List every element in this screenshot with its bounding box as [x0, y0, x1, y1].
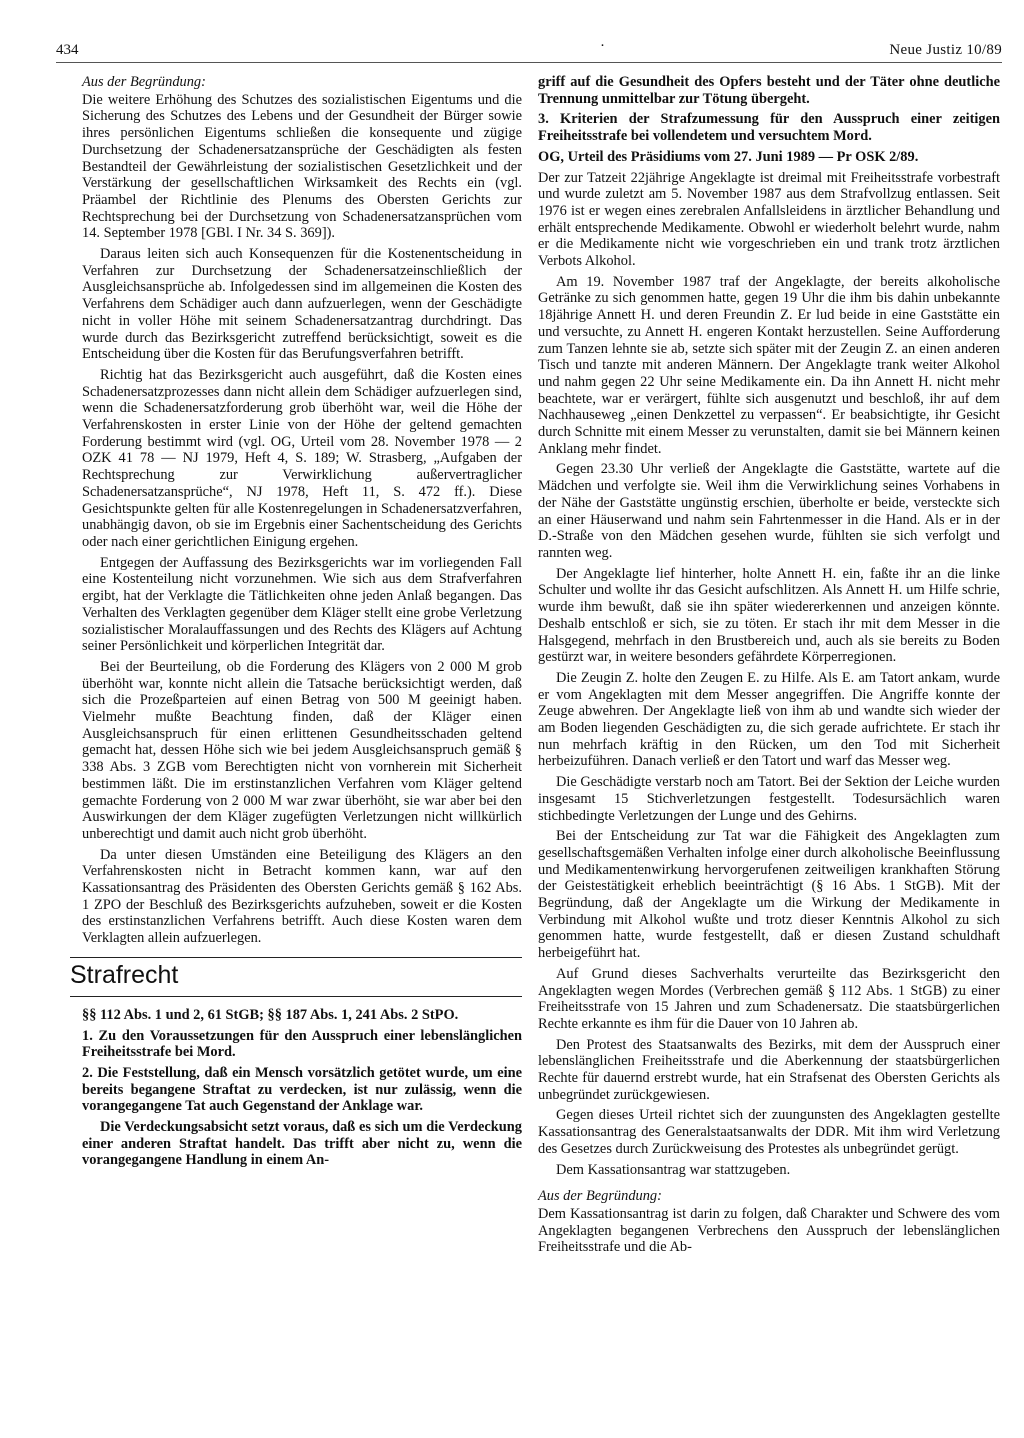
paragraph: Da unter diesen Umständen eine Beteiligung des Klägers an den Verfahrenskosten nicht in Betracht kommen kann, war auf den Kassationsantrag des Präsidenten des Obersten Gerichts gemäß § 162 Abs. 1 ZPO der Beschluß des Bezirksgerichts aufzuheben, soweit er die Kosten des erstinstanzlichen Verfahrens betrifft. Auch diese Kosten waren dem Verklagten allein aufzuerlegen. [82, 846, 522, 947]
headnote: Die Verdeckungsabsicht setzt voraus, daß es sich um die Verdeckung einer anderen Straftat handelt. Das trifft aber nicht zu, wenn die vorangegangene Handlung in einem An- [82, 1119, 522, 1169]
paragraph: Gegen 23.30 Uhr verließ der Angeklagte die Gaststätte, wartete auf die Mädchen und verfolgte sie. Weil ihm die Verwirklichung seines Vorhabens in der Nähe der Gaststätte ungünstig erschien, überholte er beide, versteckte sich an einer Häuserwand und nahm sein Fahrtenmesser in die Hand. Als er in der D.-Straße von den Mädchen gesehen wurde, fühlten sie sich verfolgt und rannten weg. [538, 461, 1000, 561]
right-column [538, 74, 1000, 1260]
journal-issue: Neue Justiz 10/89 [889, 42, 1002, 58]
headnote-continuation: griff auf die Gesundheit des Opfers besteht und der Täter ohne deutliche Trennung unmittelbar zur Tötung übergeht. [538, 74, 1000, 107]
headnote: 3. Kriterien der Strafzumessung für den Ausspruch einer zeitigen Freiheitsstrafe bei vollendetem und versuchtem Mord. [538, 111, 1000, 145]
reasoning-label: Aus der Begründung: [538, 1188, 662, 1205]
headnote: 2. Die Feststellung, daß ein Mensch vorsätzlich getötet wurde, um eine bereits begangene Straftat zu verdecken, ist nur zulässig, wenn die vorangegangene Tat auch Gegenstand der Anklage war. [82, 1064, 522, 1115]
paragraph: Entgegen der Auffassung des Bezirksgerichts war im vorliegenden Fall eine Kostenteilung nicht vorzunehmen. Wie sich aus dem Strafverfahren ergibt, hat der Verklagte die Tätlichkeiten ohne jeden Anlaß begangen. Das Verhalten des Verklagten gegenüber dem Kläger stellt eine grobe Verletzung sozialistischer Moralauffassungen und des Rechts des Klägers auf Achtung seiner Persönlichkeit und körperlichen Integrität dar. [82, 554, 522, 655]
paragraph: Die weitere Erhöhung des Schutzes des sozialistischen Eigentums und die Sicherung des Schutzes des Lebens und der Gesundheit der Bürger sowie ihres persönlichen Eigentums schließen die konsequente und zügige Durchsetzung der Schadenersatzansprüche der Geschädigten als festen Bestandteil der Gewährleistung der sozialistischen Gesetzlichkeit und der Verstärkung der gesellschaftlichen Wirksamkeit des Rechts ein (vgl. Präambel der Richtlinie des Plenums des Obersten Gerichts zur Rechtsprechung bei der Durchsetzung von Schadenersatzansprüchen vom 14. September 1978 [GBl. I Nr. 34 S. 369]). [82, 91, 522, 242]
page-header [56, 38, 1002, 63]
header-dot: · [600, 38, 605, 54]
section-title: Strafrecht [70, 957, 522, 997]
statute-reference: §§ 112 Abs. 1 und 2, 61 StGB; §§ 187 Abs. 1, 241 Abs. 2 StPO. [82, 1006, 459, 1023]
paragraph: Der zur Tatzeit 22jährige Angeklagte ist dreimal mit Freiheitsstrafe vorbestraft und wurde zuletzt am 5. November 1987 aus dem Strafvollzug entlassen. Seit 1976 ist er wegen eines zerebralen Anfallsleidens in ärztlicher Behandlung und erhält entsprechende Medikamente. Obwohl er wiederholt belehrt wurde, nahm er die Medikamente nicht wie vorgeschrieben ein und trank trotz ärztlichen Verbots Alkohol. [538, 169, 1000, 270]
paragraph: Am 19. November 1987 traf der Angeklagte, der bereits alkoholische Getränke zu sich genommen hatte, gegen 19 Uhr die ihm bis dahin unbekannte 18jährige Annett H. und deren Freundin Z. Er lud beide in eine Gaststätte ein und versuchte, zu Annett H. engeren Kontakt herzustellen. Seine Aufforderung zum Tanzen lehnte sie ab, setzte sich später mit der Zeugin Z. an einen anderen Tisch und tanzte mit anderen Männern. Der Angeklagte trank weiter Alkohol und nahm gegen 22 Uhr seine Medikamente ein. Da ihn Annett H. nicht mehr beachtete, war er verärgert, fühlte sich ausgenutzt und beschloß, ihr auf dem Nachhauseweg „einen Denkzettel zu verpassen“. Er beabsichtigte, ihr Gesicht durch Schnitte mit einem Messer zu verunstalten, damit sie bei Männern keinen Anklang mehr findet. [538, 273, 1000, 457]
headnote: 1. Zu den Voraussetzungen für den Ausspruch einer lebenslänglichen Freiheitsstrafe bei Mord. [82, 1027, 522, 1061]
paragraph: Bei der Entscheidung zur Tat war die Fähigkeit des Angeklagten zum gesellschaftsgemäßen Verhalten infolge einer durch alkoholische Beeinflussung und Medikamentenwirkung hervorgerufenen zeitweiligen krankhaften Störung der Geistestätigkeit erheblich beeinträchtigt (§ 16 Abs. 1 StGB). Mit der Begründung, daß der Angeklagte um die Wirkung der Medikamente in Verbindung mit Alkohol wußte und trotz dieser Kenntnis Alkohol zu sich genommen hatte, wurde festgestellt, daß er diesen Zustand schuldhaft herbeigeführt hat. [538, 828, 1000, 962]
page-number: 434 [56, 42, 79, 58]
paragraph: Gegen dieses Urteil richtet sich der zuungunsten des Angeklagten gestellte Kassationsantrag des Generalstaatsanwalts der DDR. Mit ihm wird Verletzung des Gesetzes durch Zurückweisung des Protestes als unbegründet gerügt. [538, 1107, 1000, 1157]
paragraph: Die Geschädigte verstarb noch am Tatort. Bei der Sektion der Leiche wurden insgesamt 15 Stichverletzungen festgestellt. Todesursächlich waren stichbedingte Verletzungen der Lunge und des Gehirns. [538, 774, 1000, 824]
paragraph: Auf Grund dieses Sachverhalts verurteilte das Bezirksgericht den Angeklagten wegen Mordes (Verbrechen gemäß § 112 Abs. 1 StGB) zu einer Freiheitsstrafe von 15 Jahren und zum Schadenersatz. Die staatsbürgerlichen Rechte erkannte es ihm für die Dauer von 10 Jahren ab. [538, 965, 1000, 1032]
paragraph: Dem Kassationsantrag ist darin zu folgen, daß Charakter und Schwere des vom Angeklagten begangenen Verbrechens den Ausspruch der lebenslänglichen Freiheitsstrafe und die Ab- [538, 1206, 1000, 1256]
paragraph: Daraus leiten sich auch Konsequenzen für die Kostenentscheidung in Verfahren zur Durchsetzung der Schadenersatzeinschließlich der Ausgleichsansprüche ab. Infolgedessen sind im allgemeinen die Kosten des Verfahrens dem Schädiger auch dann aufzuerlegen, wenn der Geschädigte nicht in voller Höhe mit seinem Schadenersatzantrag durchdringt. Das wurde durch das Bezirksgericht zutreffend berücksichtigt, soweit es die Entscheidung über die Kosten für das Berufungsverfahren betrifft. [82, 246, 522, 363]
paragraph: Den Protest des Staatsanwalts des Bezirks, mit dem der Ausspruch einer lebenslänglichen Freiheitsstrafe und die Aberkennung der staatsbürgerlichen Rechte für dauernd erstrebt wurde, hat ein Strafsenat des Obersten Gerichts als unbegründet zurückgewiesen. [538, 1036, 1000, 1103]
paragraph: Richtig hat das Bezirksgericht auch ausgeführt, daß die Kosten eines Schadenersatzprozesses dann nicht allein dem Schädiger aufzuerlegen sind, wenn die Schadenersatzforderung grob überhöht war, weil die Höhe der Verfahrenskosten in erster Linie von der Höhe der geltend gemachten Forderung bestimmt wird (vgl. OG, Urteil vom 28. November 1978 — 2 OZK 41 78 — NJ 1979, Heft 4, S. 189; W. Strasberg, „Aufgaben der Rechtsprechung zur Verwirklichung außervertraglicher Schadenersatzansprüche“, NJ 1978, Heft 11, S. 472 ff.). Diese Gesichtspunkte gelten für alle Kostenregelungen in Schadenersatzverfahren, unabhängig davon, ob sie im Ergebnis einer Sachentscheidung des Gerichts oder nach einer gerichtlichen Einigung ergehen. [82, 366, 522, 550]
paragraph: Dem Kassationsantrag war stattzugeben. [556, 1161, 791, 1178]
paragraph: Der Angeklagte lief hinterher, holte Annett H. ein, faßte ihr an die linke Schulter und wollte ihr das Gesicht aufschlitzen. Als Annett H. um Hilfe schrie, wurde ihm bewußt, daß sie ihn später wiedererkennen und anzeigen könnte. Deshalb entschloß er sich, sie zu töten. Er stach ihr mit dem Messer in die Halsgegend, mehrfach in den Brustbereich und, auch als sie bereits zu Boden gestürzt war, in weitere besonders gefährdete Körperregionen. [538, 565, 1000, 666]
reasoning-label: Aus der Begründung: [82, 74, 206, 90]
left-column [70, 74, 522, 1173]
paragraph: Bei der Beurteilung, ob die Forderung des Klägers von 2 000 M grob überhöht war, konnte nicht allein die Tatsache berücksichtigt werden, daß sich die Prozeßparteien auf einen Betrag von 500 M geeinigt haben. Vielmehr mußte Beachtung finden, daß der Kläger einen Ausgleichsanspruch für einen erlittenen Gesundheitsschaden geltend gemacht hat, dessen Höhe sich wie bei jedem Ausgleichsanspruch gemäß § 338 Abs. 3 ZGB vom Berechtigten nicht von vornherein mit Sicherheit bestimmen läßt. Die im erstinstanzlichen Verfahren vom Kläger geltend gemachte Forderung von 2 000 M war zwar überhöht, sie war aber bei den Auswirkungen der dem Kläger zugefügten Verletzungen nicht willkürlich unberechtigt und damit auch nicht grob überhöht. [82, 658, 522, 842]
paragraph: Die Zeugin Z. holte den Zeugen E. zu Hilfe. Als E. am Tatort ankam, wurde er vom Angeklagten mit dem Messer angegriffen. Die Angriffe konnte der Zeuge abwehren. Der Angeklagte ließ von ihm ab und wandte sich wieder der am Boden liegenden Geschädigten zu, die sich gerade aufrichtete. Er stach ihr nun mehrfach kräftig in den Rücken, um den Tod mit Sicherheit herbeizuführen. Danach verließ er den Tatort und warf das Messer weg. [538, 669, 1000, 770]
court-citation: OG, Urteil des Präsidiums vom 27. Juni 1989 — Pr OSK 2/89. [538, 148, 919, 165]
